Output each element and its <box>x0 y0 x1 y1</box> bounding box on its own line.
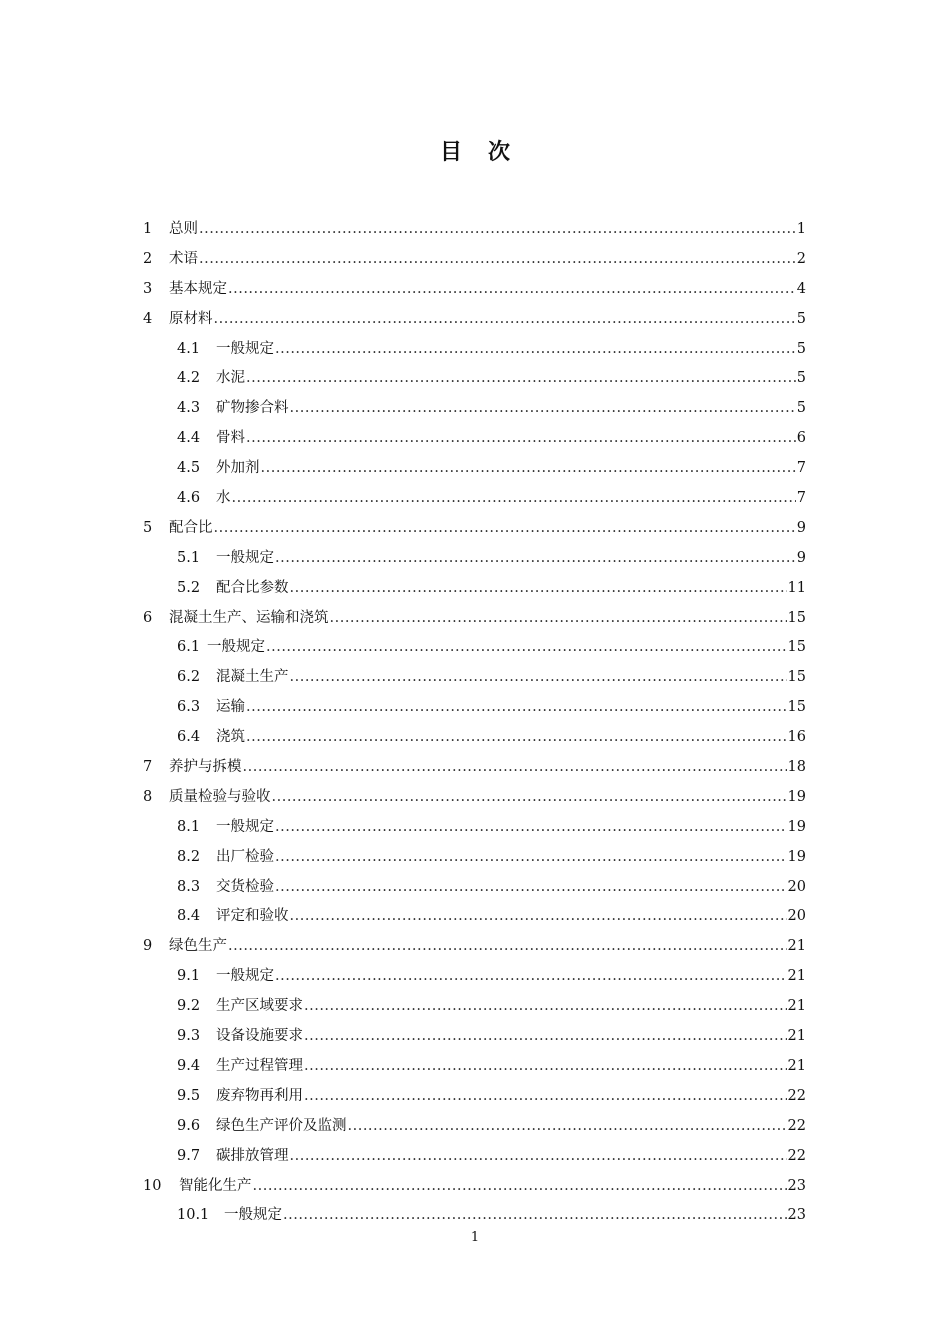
toc-leader-dots <box>246 693 787 723</box>
toc-entry-page: 22 <box>787 1147 806 1164</box>
toc-entry-number: 1 <box>143 221 153 237</box>
toc-entry-label: 生产区域要求 <box>216 998 303 1015</box>
toc-entry-number: 9.6 <box>177 1117 201 1134</box>
toc-entry-page: 18 <box>787 759 806 776</box>
toc-leader-dots <box>253 1172 787 1202</box>
toc-entry[interactable] <box>143 454 806 484</box>
toc-entry[interactable] <box>143 1142 806 1172</box>
toc-entry[interactable] <box>143 215 806 245</box>
toc-entry[interactable] <box>143 813 806 843</box>
toc-entry-page: 4 <box>796 280 806 297</box>
toc-entry-label: 一般规定 <box>216 818 274 835</box>
toc-entry-page: 15 <box>787 639 806 656</box>
toc-entry-number: 2 <box>143 250 153 267</box>
toc-entry-page: 22 <box>787 1087 806 1104</box>
toc-entry-number: 9 <box>143 938 153 955</box>
toc-leader-dots <box>214 305 796 335</box>
toc-leader-dots <box>290 574 787 604</box>
toc-entry-label: 养护与拆模 <box>169 759 242 776</box>
toc-entry-page: 5 <box>796 400 806 417</box>
toc-entry-number: 5.1 <box>177 549 201 566</box>
toc-entry[interactable] <box>143 394 806 424</box>
toc-leader-dots <box>275 962 787 992</box>
toc-entry[interactable] <box>143 1052 806 1082</box>
toc-entry[interactable] <box>143 902 806 932</box>
toc-entry-number: 9.5 <box>177 1087 201 1104</box>
toc-leader-dots <box>246 723 787 753</box>
toc-leader-dots <box>232 484 796 514</box>
toc-entry-label: 评定和验收 <box>216 908 289 925</box>
toc-entry-number: 4.3 <box>177 400 201 417</box>
toc-entry-label: 碳排放管理 <box>216 1147 289 1164</box>
toc-entry-number: 8.4 <box>177 908 201 925</box>
toc-entry-number: 6 <box>143 609 153 626</box>
toc-leader-dots <box>214 514 796 544</box>
toc-entry-number: 6.4 <box>177 729 201 746</box>
toc-entry-label: 基本规定 <box>169 280 227 297</box>
toc-entry-label: 质量检验与验收 <box>169 788 271 805</box>
toc-entry-label: 外加剂 <box>216 460 260 477</box>
toc-entry-page: 21 <box>787 968 806 985</box>
toc-entry-number: 6.1 <box>177 639 201 656</box>
toc-entry-number: 6.2 <box>177 669 201 686</box>
toc-entry[interactable] <box>143 693 806 723</box>
toc-leader-dots <box>246 424 796 454</box>
toc-entry[interactable] <box>143 335 806 365</box>
toc-entry-number: 8 <box>143 788 153 805</box>
toc-entry[interactable] <box>143 305 806 335</box>
toc-entry-number: 9.2 <box>177 998 201 1015</box>
toc-leader-dots <box>275 335 796 365</box>
toc-entry-number: 10 <box>143 1177 162 1194</box>
toc-entry-label: 生产过程管理 <box>216 1057 303 1074</box>
toc-entry[interactable] <box>143 1082 806 1112</box>
toc-entry-label: 绿色生产评价及监测 <box>216 1117 347 1134</box>
toc-entry[interactable] <box>143 663 806 693</box>
toc-entry-label: 交货检验 <box>216 878 274 895</box>
toc-entry-number: 8.1 <box>177 818 201 835</box>
toc-entry-page: 22 <box>787 1117 806 1134</box>
toc-entry-number: 10.1 <box>177 1207 210 1224</box>
toc-entry-number: 3 <box>143 280 153 297</box>
toc-entry[interactable] <box>143 932 806 962</box>
toc-entry-page: 23 <box>787 1177 806 1194</box>
toc-entry-page: 5 <box>796 340 806 357</box>
toc-entry-label: 智能化生产 <box>179 1177 252 1194</box>
toc-entry-page: 7 <box>796 490 806 507</box>
toc-entry-page: 1 <box>796 221 806 237</box>
toc-leader-dots <box>330 604 787 634</box>
toc-entry[interactable] <box>143 1201 806 1231</box>
toc-entry-page: 11 <box>787 579 806 596</box>
toc-entry[interactable] <box>143 783 806 813</box>
toc-entry-page: 5 <box>796 370 806 387</box>
toc-entry-label: 配合比 <box>169 519 213 536</box>
toc-entry-number: 9.3 <box>177 1028 201 1045</box>
toc-entry-number: 5 <box>143 519 153 536</box>
toc-entry-number: 4 <box>143 310 153 327</box>
toc-entry-number: 4.4 <box>177 430 201 447</box>
toc-entry[interactable] <box>143 275 806 305</box>
toc-entry-label: 矿物掺合料 <box>216 400 289 417</box>
toc-entry-number: 9.7 <box>177 1147 201 1164</box>
toc-entry-label: 设备设施要求 <box>216 1028 303 1045</box>
page-number: 1 <box>470 1230 480 1245</box>
toc-entry[interactable] <box>143 514 806 544</box>
toc-leader-dots <box>199 245 796 275</box>
toc-entry-number: 4.2 <box>177 370 201 387</box>
toc-entry-label: 骨料 <box>216 430 245 447</box>
toc-leader-dots <box>272 783 787 813</box>
toc-entry-label: 运输 <box>216 699 245 716</box>
toc-leader-dots <box>261 454 796 484</box>
toc-entry[interactable] <box>143 1172 806 1202</box>
toc-entry-page: 21 <box>787 1057 806 1074</box>
toc-leader-dots <box>304 1052 787 1082</box>
toc-entry-label: 浇筑 <box>216 729 245 746</box>
toc-entry-label: 绿色生产 <box>169 938 227 955</box>
toc-entry-label: 一般规定 <box>207 639 265 656</box>
toc-entry-number: 9.4 <box>177 1057 201 1074</box>
toc-entry-page: 2 <box>796 250 806 267</box>
toc-entry-number: 6.3 <box>177 699 201 716</box>
toc-leader-dots <box>275 813 787 843</box>
toc-entry-page: 19 <box>787 848 806 865</box>
toc-entry-number: 5.2 <box>177 579 201 596</box>
toc-leader-dots <box>275 873 787 903</box>
toc-entry[interactable] <box>143 873 806 903</box>
toc-entry-label: 出厂检验 <box>216 848 274 865</box>
toc-entry-page: 6 <box>796 430 806 447</box>
toc-entry[interactable] <box>143 574 806 604</box>
toc-entry-number: 4.1 <box>177 340 201 357</box>
toc-entry[interactable] <box>143 723 806 753</box>
toc-leader-dots <box>243 753 787 783</box>
toc-entry-number: 8.3 <box>177 878 201 895</box>
toc-entry-label: 术语 <box>169 250 198 267</box>
toc-leader-dots <box>283 1201 787 1231</box>
toc-entry[interactable] <box>143 1112 806 1142</box>
toc-entry[interactable] <box>143 992 806 1022</box>
table-of-contents <box>143 215 806 1231</box>
toc-entry-page: 19 <box>787 818 806 835</box>
toc-entry-page: 5 <box>796 310 806 327</box>
toc-entry-label: 原材料 <box>169 310 213 327</box>
toc-entry[interactable] <box>143 753 806 783</box>
toc-leader-dots <box>275 544 796 574</box>
toc-entry-page: 19 <box>787 788 806 805</box>
toc-leader-dots <box>290 663 787 693</box>
toc-entry-page: 15 <box>787 609 806 626</box>
toc-entry-page: 21 <box>787 1028 806 1045</box>
toc-entry[interactable] <box>143 604 806 634</box>
toc-entry-page: 15 <box>787 669 806 686</box>
toc-leader-dots <box>304 1082 787 1112</box>
toc-entry-label: 一般规定 <box>224 1207 282 1224</box>
toc-entry-page: 23 <box>787 1207 806 1224</box>
toc-entry-label: 混凝土生产、运输和浇筑 <box>169 609 329 626</box>
toc-entry-label: 配合比参数 <box>216 579 289 596</box>
toc-entry-label: 一般规定 <box>216 340 274 357</box>
toc-entry-page: 16 <box>787 729 806 746</box>
toc-entry-page: 9 <box>796 549 806 566</box>
toc-leader-dots <box>304 1022 787 1052</box>
toc-leader-dots <box>304 992 787 1022</box>
toc-entry-label: 水 <box>216 490 231 507</box>
toc-entry-page: 20 <box>787 908 806 925</box>
toc-entry-page: 21 <box>787 998 806 1015</box>
toc-entry-page: 20 <box>787 878 806 895</box>
toc-entry-number: 7 <box>143 759 153 776</box>
toc-entry[interactable] <box>143 484 806 514</box>
toc-entry-page: 15 <box>787 699 806 716</box>
toc-entry-label: 废弃物再利用 <box>216 1087 303 1104</box>
toc-entry-number: 9.1 <box>177 968 201 985</box>
toc-entry[interactable] <box>143 245 806 275</box>
toc-leader-dots <box>228 932 787 962</box>
toc-entry[interactable] <box>143 843 806 873</box>
toc-entry-page: 21 <box>787 938 806 955</box>
toc-leader-dots <box>290 902 787 932</box>
toc-entry-page: 7 <box>796 460 806 477</box>
page-title: 目次 <box>439 140 536 165</box>
toc-entry-label: 一般规定 <box>216 968 274 985</box>
toc-entry[interactable] <box>143 633 806 663</box>
toc-entry[interactable] <box>143 424 806 454</box>
toc-leader-dots <box>246 364 796 394</box>
toc-entry-number: 4.5 <box>177 460 201 477</box>
toc-leader-dots <box>290 394 796 424</box>
toc-leader-dots <box>275 843 787 873</box>
toc-entry-number: 4.6 <box>177 490 201 507</box>
toc-entry[interactable] <box>143 544 806 574</box>
toc-entry-label: 水泥 <box>216 370 245 387</box>
toc-entry-label: 总则 <box>169 221 198 237</box>
toc-entry[interactable] <box>143 1022 806 1052</box>
toc-leader-dots <box>199 215 796 245</box>
toc-leader-dots <box>290 1142 787 1172</box>
toc-leader-dots <box>228 275 796 305</box>
toc-entry-page: 9 <box>796 519 806 536</box>
toc-leader-dots <box>266 633 787 663</box>
toc-leader-dots <box>348 1112 787 1142</box>
toc-entry-label: 一般规定 <box>216 549 274 566</box>
toc-entry[interactable] <box>143 364 806 394</box>
toc-entry[interactable] <box>143 962 806 992</box>
toc-entry-label: 混凝土生产 <box>216 669 289 686</box>
toc-entry-number: 8.2 <box>177 848 201 865</box>
